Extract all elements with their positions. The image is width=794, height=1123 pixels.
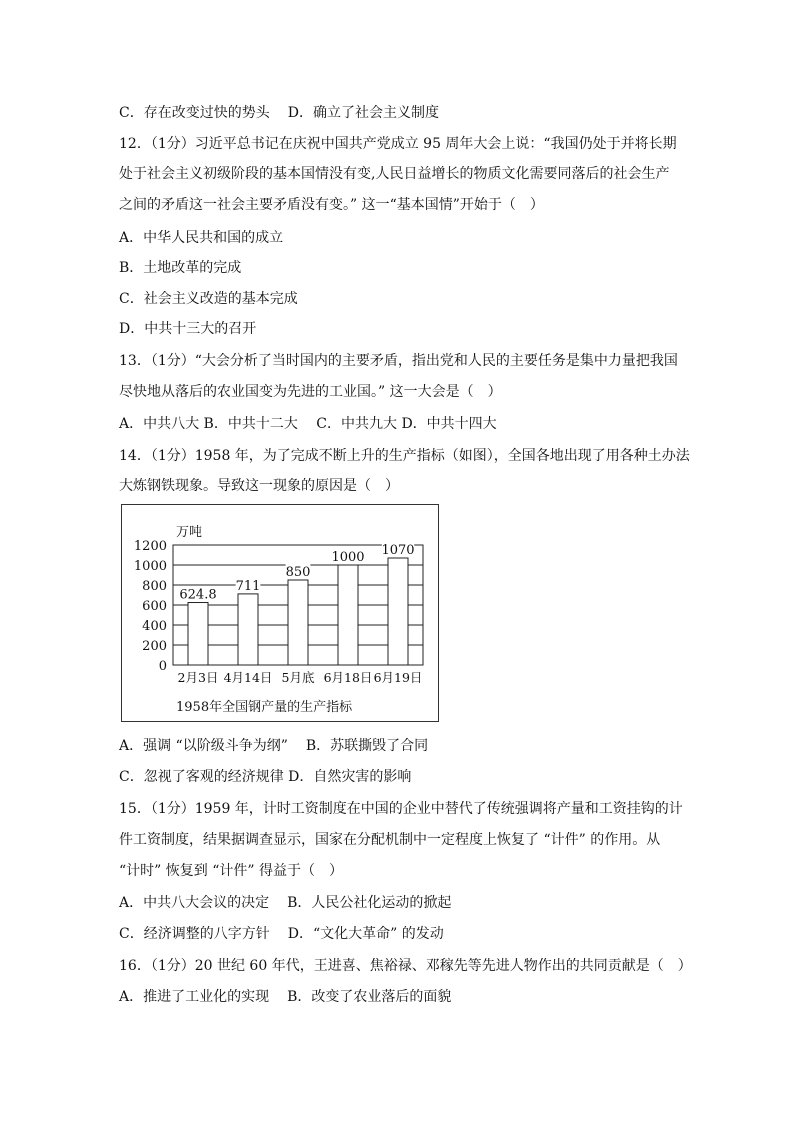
option-d: D．确立了社会主义制度: [287, 105, 439, 121]
x-tick-label: 2月3日: [177, 670, 219, 685]
value-label: 624.8: [179, 587, 217, 603]
value-label: 850: [285, 565, 311, 580]
chart-ylabel: 万吨: [176, 525, 203, 540]
q12-option-d: D．中共十三大的召开: [119, 321, 257, 337]
q14-options-cd: C．忽视了客观的经济规律 D．自然灾害的影响: [119, 769, 412, 785]
option-a: A．中共八大会议的决定: [119, 895, 270, 911]
option-a: A．推进了工业化的实现: [119, 989, 270, 1005]
q16-stem: 16．（1分）20 世纪 60 年代，王进喜、焦裕禄、邓稼先等先进人物作出的共同贡献是（ ）: [119, 958, 692, 974]
q15-stem-line3: “计时” 恢复到 “计件” 得益于（ ）: [119, 863, 343, 879]
q12-stem-line2: 处于社会主义初级阶段的基本国情没有变,人民日益增长的物质文化需要同落后的社会生产: [119, 166, 670, 182]
option-c: C．存在改变过快的势头: [119, 105, 270, 121]
q12-option-c: C．社会主义改造的基本完成: [119, 291, 298, 307]
x-tick-label: 6月18日: [323, 670, 373, 685]
bar: [388, 558, 408, 665]
q13-stem-line1: 13．（1分）“大会分析了当时国内的主要矛盾，指出党和人民的主要任务是集中力量把我国: [119, 353, 678, 369]
q14-stem-line2: 大炼钢铁现象。导致这一现象的原因是（ ）: [119, 478, 399, 494]
q15-options-ab: [119, 893, 451, 913]
bar: [238, 594, 258, 665]
option-b: B．苏联撕毁了合同: [305, 738, 429, 754]
q16-options-ab: [119, 987, 451, 1007]
q15-stem-line1: 15．（1分）1959 年，计时工资制度在中国的企业中替代了传统强调将产量和工资挂钩的计: [119, 801, 683, 817]
option-b: B．改变了农业落后的面貌: [287, 989, 452, 1005]
bar: [288, 580, 308, 665]
bar: [188, 603, 208, 665]
value-label: 1070: [381, 543, 415, 558]
q12-option-b: B．土地改革的完成: [119, 260, 242, 276]
y-tick-label: 400: [142, 619, 167, 634]
option-d: D．“文化大革命” 的发动: [287, 926, 444, 942]
q11-options-cd: [119, 103, 439, 123]
value-label: 711: [235, 578, 261, 594]
y-tick-label: 0: [158, 659, 167, 674]
option-a: A．强调 “以阶级斗争为纲”: [119, 738, 288, 754]
y-tick-label: 600: [142, 599, 167, 614]
x-tick-label: 6月19日: [373, 670, 423, 685]
q14-options-ab: [119, 736, 428, 756]
q15-stem-line2: 件工资制度，结果据调查显示，国家在分配机制中一定程度上恢复了 “计件” 的作用。从: [119, 832, 661, 848]
steel-chart: [121, 504, 439, 722]
y-tick-label: 1000: [133, 559, 167, 574]
q14-stem-line1: 14．（1分）1958 年，为了完成不断上升的生产指标（如图），全国各地出现了用各种土办法: [119, 448, 690, 464]
q13-stem-line2: 尽快地从落后的农业国变为先进的工业国。” 这一大会是（ ）: [119, 384, 502, 400]
y-tick-label: 1200: [133, 539, 167, 554]
q12-stem-line1: 12．（1分）习近平总书记在庆祝中国共产党成立 95 周年大会上说：“我国仍处于并将长期: [119, 136, 677, 152]
q13-options: A．中共八大 B．中共十二大 C．中共九大 D．中共十四大: [119, 416, 497, 432]
steel-chart-svg: [122, 505, 438, 721]
q12-stem-line3: 之间的矛盾这一社会主要矛盾没有变。” 这一“基本国情”开始于（ ）: [119, 197, 544, 213]
q15-options-cd: [119, 924, 444, 944]
value-label: 1000: [331, 550, 365, 565]
chart-title: 1958年全国钢产量的生产指标: [176, 700, 353, 715]
option-c: C．经济调整的八字方针: [119, 926, 270, 942]
x-tick-label: 5月底: [281, 670, 315, 685]
x-tick-label: 4月14日: [223, 670, 273, 685]
option-b: B．人民公社化运动的掀起: [287, 895, 452, 911]
y-tick-label: 200: [142, 639, 167, 654]
q12-option-a: A．中华人民共和国的成立: [119, 230, 284, 246]
y-tick-label: 800: [142, 579, 167, 594]
bar: [338, 565, 358, 665]
